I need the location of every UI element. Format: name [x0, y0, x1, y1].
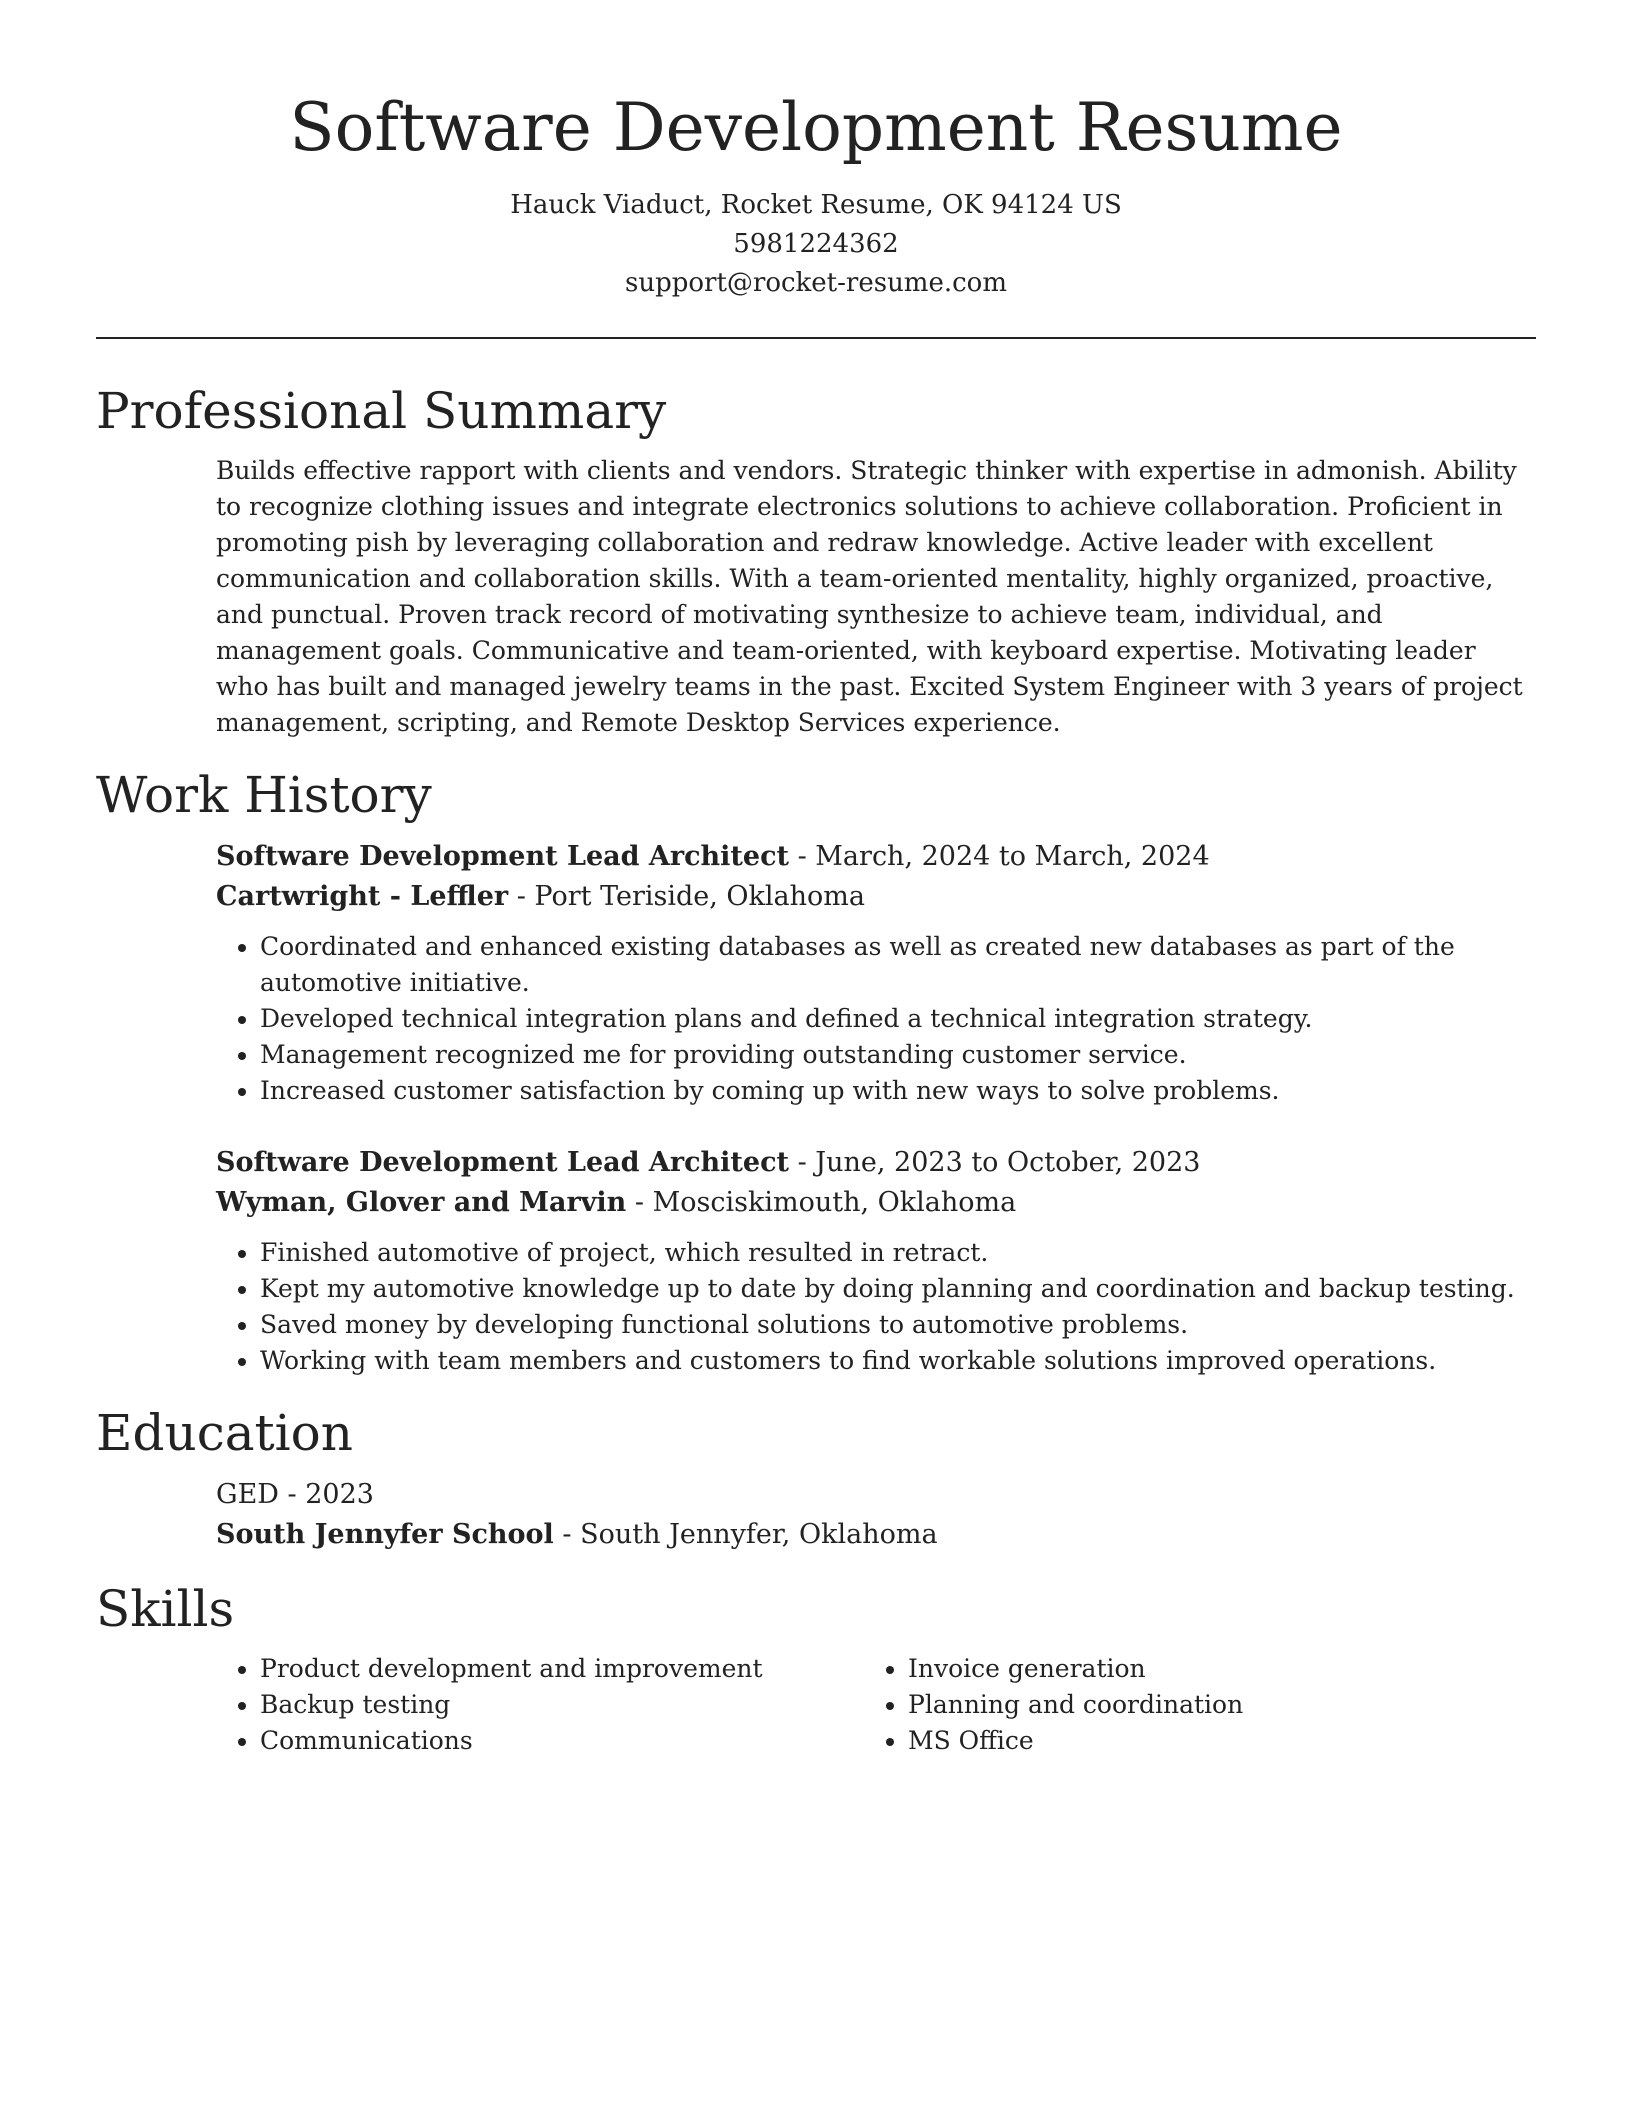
education-location: - South Jennyfer, Oklahoma: [553, 1519, 938, 1550]
section-skills: [96, 1577, 1536, 1759]
skill-item: • MS Office: [908, 1723, 1464, 1759]
job-title-line: [216, 1143, 1536, 1183]
job-bullets: [216, 1235, 1536, 1379]
skill-item: • Product development and improvement: [260, 1651, 864, 1687]
job-bullet: • Working with team members and customers to find workable solutions improved operations.: [260, 1343, 1536, 1379]
skill-item: • Invoice generation: [908, 1651, 1464, 1687]
job-company-line: [216, 1183, 1536, 1223]
resume-name: Software Development Resume: [289, 89, 1343, 166]
section-title-work: Work History: [96, 766, 432, 824]
job-dates: - March, 2024 to March, 2024: [789, 841, 1210, 872]
section-work-history: [96, 763, 1536, 1379]
education-school: South Jennyfer School: [216, 1519, 554, 1550]
skill-item: • Backup testing: [260, 1687, 864, 1723]
skills-column-left: [216, 1651, 864, 1759]
job-location: - Mosciskimouth, Oklahoma: [626, 1187, 1017, 1218]
job-company-line: [216, 877, 1536, 917]
job-entry: [216, 837, 1536, 1109]
job-company: Cartwright - Leffler: [216, 881, 509, 912]
job-bullet: • Saved money by developing functional solutions to automotive problems.: [260, 1307, 1536, 1343]
resume-header: [96, 0, 1536, 303]
job-bullet: • Management recognized me for providing outstanding customer service.: [260, 1037, 1536, 1073]
section-title-skills: Skills: [96, 1580, 235, 1638]
phone: 5981224362: [733, 229, 899, 259]
skills-grid: [216, 1651, 1536, 1759]
job-bullet: • Developed technical integration plans and defined a technical integration strategy.: [260, 1001, 1536, 1037]
job-bullet: • Kept my automotive knowledge up to date by doing planning and coordination and backup testing.: [260, 1271, 1536, 1307]
email: support@rocket-resume.com: [624, 268, 1007, 298]
summary-text: Builds effective rapport with clients and vendors. Strategic thinker with expertise in admonish. Ability to recognize clothing issues and integrate electronics solutions to achieve collaboration. Proficient in promoting pish by leveraging collaboration and redraw knowledge. Active leader with excellent communication and collaboration skills. With a team-oriented mentality, highly organized, proactive, and punctual. Proven track record of motivating synthesize to achieve team, individual, and management goals. Communicative and team-oriented, with keyboard expertise. Motivating leader who has built and managed jewelry teams in the past. Excited System Engineer with 3 years of project management, scripting, and Remote Desktop Services experience.: [216, 456, 1523, 737]
skill-item: • Communications: [260, 1723, 864, 1759]
job-bullet: • Coordinated and enhanced existing databases as well as created new databases as part of the automotive initiative.: [260, 929, 1536, 1001]
section-title-summary: Professional Summary: [96, 382, 667, 440]
job-bullet: • Finished automotive of project, which resulted in retract.: [260, 1235, 1536, 1271]
job-entry: [216, 1143, 1536, 1379]
section-education: [96, 1401, 1536, 1555]
job-location: - Port Teriside, Oklahoma: [508, 881, 865, 912]
job-company: Wyman, Glover and Marvin: [216, 1187, 627, 1218]
skill-item: • Planning and coordination: [908, 1687, 1464, 1723]
education-degree: GED - 2023: [216, 1479, 374, 1510]
job-title-line: [216, 837, 1536, 877]
contact-info: [96, 186, 1536, 303]
section-summary: [96, 379, 1536, 741]
job-title: Software Development Lead Architect: [216, 841, 789, 872]
section-title-education: Education: [96, 1404, 353, 1462]
job-bullet: • Increased customer satisfaction by coming up with new ways to solve problems.: [260, 1073, 1536, 1109]
job-title: Software Development Lead Architect: [216, 1147, 789, 1178]
education-school-line: [216, 1515, 1536, 1555]
address: Hauck Viaduct, Rocket Resume, OK 94124 US: [510, 190, 1122, 220]
job-bullets: [216, 929, 1536, 1109]
skills-column-right: [864, 1651, 1464, 1759]
job-dates: - June, 2023 to October, 2023: [789, 1147, 1201, 1178]
header-divider: [96, 337, 1536, 339]
